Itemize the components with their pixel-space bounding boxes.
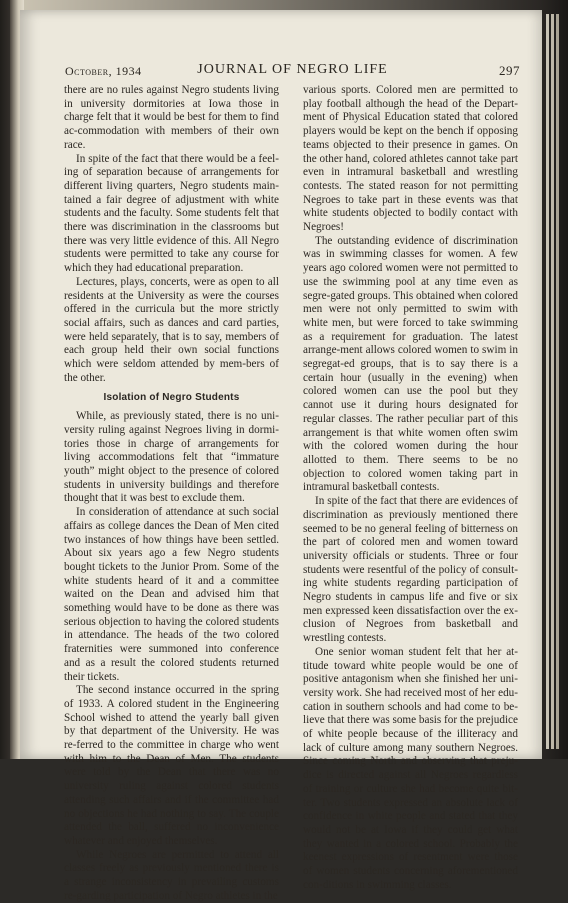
issue-date: October, 1934: [65, 64, 142, 78]
paragraph: While, as previously stated, there is no uni-versity ruling against Negroes living in dormi-tories those in charge of arrangements for living accommodations felt that “immature youth” might object to the presence of colored students in university buildings and therefore thought that it was best to exclude them.: [64, 410, 279, 505]
page-edge: [556, 14, 559, 749]
paragraph: In spite of the fact that there are evidences of discrimination as previously mentioned there seemed to be no general feeling of bitterness on the part of colored men and women toward university officials or students. Three or four students were resentful of the policy of consult-ing white students regarding participation of Negro students in campus life and five or six men expressed keen dissatisfaction over the ex-clusion of Negroes from basketball and wrestling contests.: [303, 495, 518, 645]
right-column: [303, 84, 518, 892]
left-column: [64, 84, 279, 903]
paragraph: Lectures, plays, concerts, were as open to all residents at the University as were the courses offered in the curricula but the more strictly social affairs, such as dances and card parties, were held separately, that is to say, members of each group held their own social functions which were seldom attended by mem-bers of the other.: [64, 275, 279, 384]
paragraph: While Negroes are permitted to attend all classes freely as previously mentioned there is a strange inconsistency in prevailing customs re-garding participation of Negro athletes in the: [64, 848, 279, 902]
page-edge: [551, 14, 554, 749]
paragraph: In consideration of attendance at such social affairs as college dances the Dean of Men cited two instances of how things have been settled. About six years ago a few Negro students bought tickets to the Junior Prom. Some of the white students heard of it and a committee waited on the Dean and advised him that something would have to be done as there was serious objection to having the colored students in attendance. The heads of the two colored fraternities were summoned into conference and as a result the colored students returned their tickets.: [64, 506, 279, 683]
page-number: 297: [499, 63, 520, 78]
page-edge: [546, 14, 549, 749]
running-head: [65, 62, 520, 80]
paragraph: One senior woman student felt that her at-titude toward white people would be one of positive antagonism when she finished her uni-versity work. She had received most of her edu-cation in southern schools and had come to be-lieve that there was some basis for the prejudice of white people because of the illiteracy and lack of culture among many southern Negroes. Since coming North and observing that preju-dice is directed against all Negroes regardless of training or culture she had become quite bit-ter. Two students expressed an absolute lack of confidence in white people and stated that they would not be at Iowa if they could get what they wanted in a colored school. Probably the keenest expressions of resentment were those of women students concerning aforementioned con-ditions in swimming classes.: [303, 645, 518, 891]
paragraph: In spite of the fact that there would be a feel-ing of separation because of arrangements for different living quarters, Negro students main-tained a fair degree of adjustment with white students and the faculty. Some students felt that there was discrimination in the classrooms but there was very little evidence of this. All Negro students were permitted to take any course for which they had educational preparation.: [64, 152, 279, 275]
paragraph: The outstanding evidence of discrimination was in swimming classes for women. A few years ago colored women were not permitted to use the swimming pool at any time even as segre-gated groups. This obtained when colored men were not only permitted to swim with white men, but were forced to take swimming as a requirement for graduation. The latest arrange-ment allows colored women to swim in segregat-ed groups, that is to say there is a certain hour (usually in the evening) when colored women can use the pool but they cannot use it during hours designated for regular classes. The rather peculiar part of this arrangement is that white women often swim with the colored women during the hour allotted to them. There seems to be no objection to colored women taking part in intramural basketball contests.: [303, 234, 518, 494]
paragraph: there are no rules against Negro students living in university dormitories at Iowa those in charge felt that it would be best for them to find ac-commodation with members of their own race.: [64, 84, 279, 151]
journal-title: JOURNAL OF NEGRO LIFE: [197, 62, 388, 77]
paragraph: The second instance occurred in the spring of 1933. A colored student in the Engineering School wished to attend the yearly ball given by that department of the University. He was re-ferred to the committee in charge who went with him to the Dean of Men. The students were told by the Dean that there was no university ruling against colored students attending such affairs and if the committee had no objections he had nothing to say. The couple attended the ball, suffered no inconvenience whatever and enjoyed themselves.: [64, 684, 279, 847]
section-subheading: Isolation of Negro Students: [103, 392, 240, 404]
paragraph: various sports. Colored men are permitted to play football although the head of the Depart-ment of Physical Education stated that colored players would be kept on the bench if opposing teams objected to their presence in games. On the other hand, colored athletes cannot take part even in intramural basketball and wrestling contests. The stated reason for not permitting Negroes to take part in these events was that white students objected to bodily contact with Negroes!: [303, 84, 518, 234]
